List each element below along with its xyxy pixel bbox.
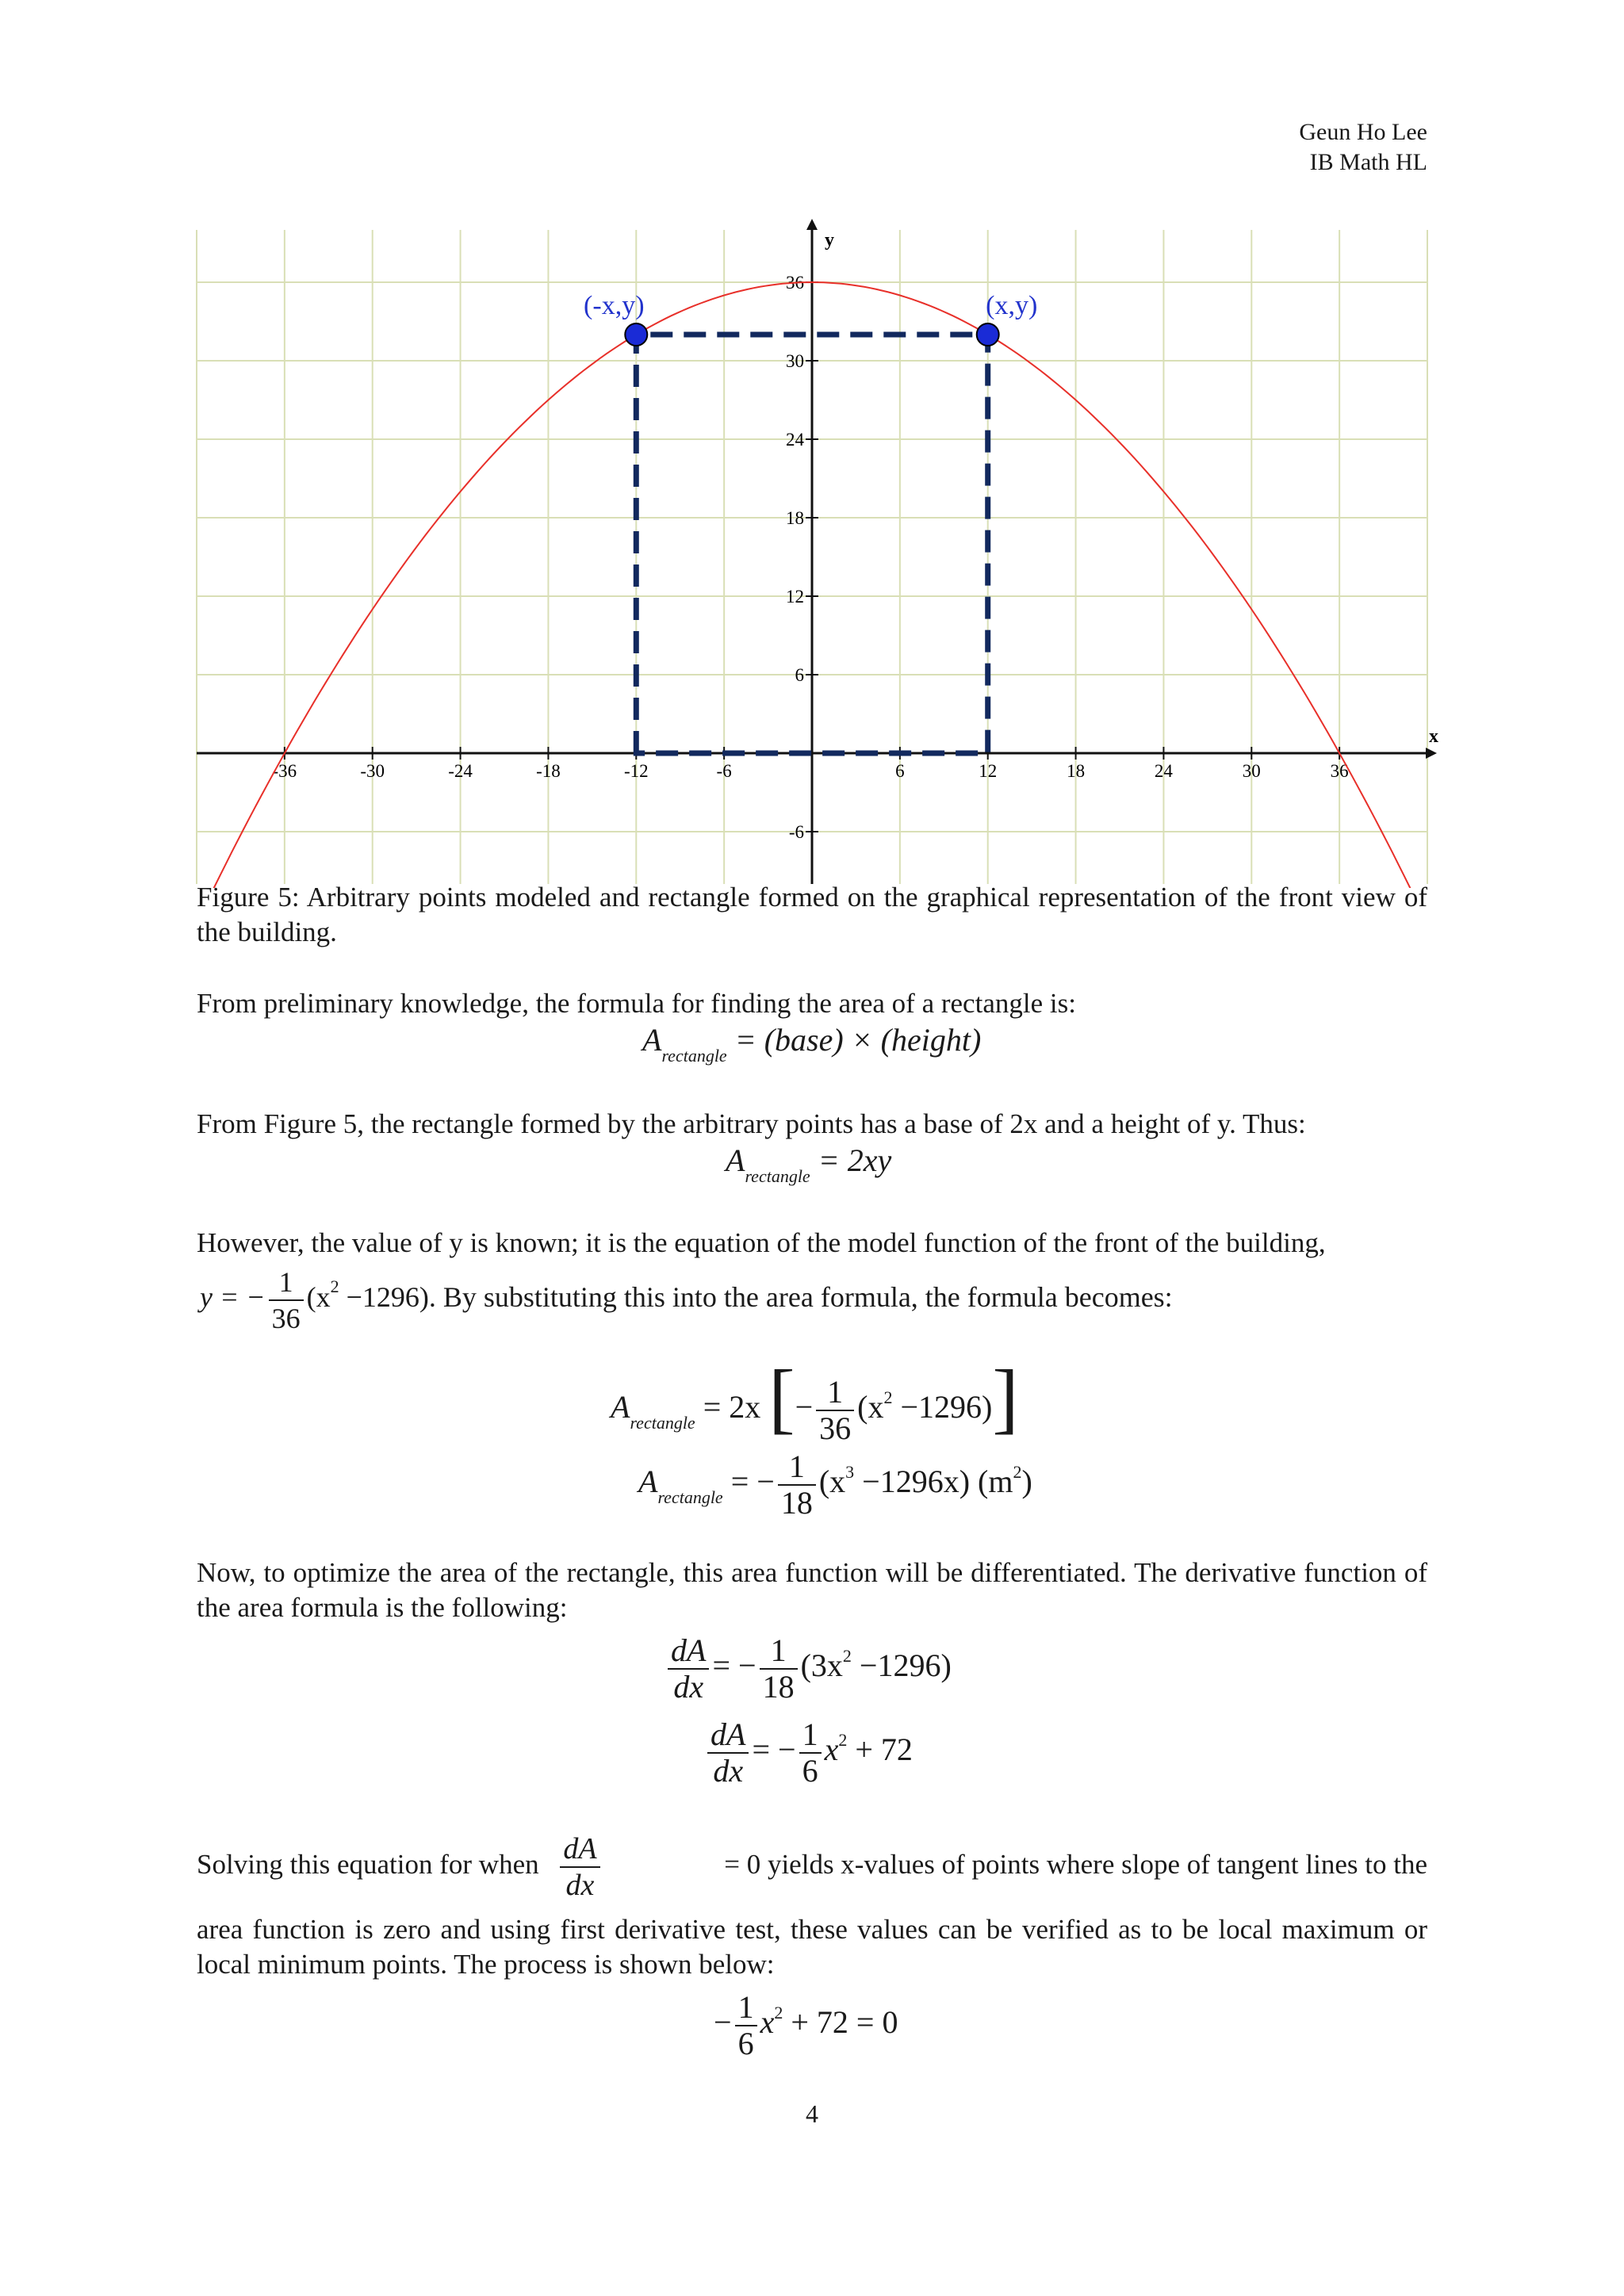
y-tick-label: 18 (786, 508, 804, 528)
numerator: dA (563, 1831, 597, 1866)
x-tick-label: -6 (716, 761, 732, 781)
header (1299, 117, 1427, 178)
exponent: 2 (330, 1276, 339, 1296)
paragraph-solving-continuation: area function is zero and using first derivative test, these values can be verified as to be local maximum or local minimum points. The process is shown below: (197, 1914, 1427, 1980)
denominator: 18 (760, 1668, 798, 1705)
eq-rhs: = 2xy (818, 1142, 892, 1178)
eq-minus: = − (730, 1464, 775, 1499)
numerator: 1 (737, 1988, 754, 2025)
fraction-1-36 (816, 1375, 854, 1446)
eq-minus: = − (712, 1647, 756, 1683)
x-tick-label: -36 (272, 761, 297, 781)
fraction-dA-dx (668, 1633, 709, 1705)
numerator: dA (710, 1716, 746, 1752)
x-tick-label: 36 (1330, 761, 1349, 781)
denominator: 36 (816, 1410, 854, 1446)
fraction-1-6 (799, 1717, 822, 1789)
exponent: 2 (838, 1730, 848, 1750)
minus-sign: − (714, 2004, 732, 2040)
figure-caption: Figure 5: Arbitrary points modeled and rectangle formed on the graphical representation of the front view of the building. (197, 882, 1427, 947)
y-equals: y = − (200, 1281, 266, 1313)
paren-3x: (3x (800, 1647, 843, 1683)
eq-subscript: rectangle (661, 1046, 727, 1066)
paragraph-differentiate: Now, to optimize the area of the rectangle, this area function will be differentiated. The derivative function of the area formula is the following: (197, 1557, 1427, 1623)
eq-symbol-A: A (638, 1464, 658, 1499)
left-bracket: [ (768, 1353, 795, 1441)
minus-sign: − (795, 1389, 814, 1425)
unit-exponent: 2 (1013, 1462, 1022, 1482)
denominator: 6 (799, 1752, 822, 1789)
solving-text-start: Solving this equation for when (197, 1849, 539, 1880)
exponent: 2 (842, 1646, 852, 1666)
minus-1296: −1296) (851, 1647, 952, 1683)
y-tick-label: 30 (786, 351, 804, 371)
numerator: 1 (788, 1448, 805, 1484)
point-right-label: (x,y) (986, 291, 1038, 320)
y-tick-label: 6 (795, 665, 804, 685)
x-tick-label: -24 (448, 761, 473, 781)
course-name: IB Math HL (1309, 149, 1427, 175)
numerator: dA (671, 1632, 707, 1668)
y-axis-label: y (825, 230, 834, 251)
denominator: 6 (735, 2025, 757, 2061)
page-number: 4 (806, 2099, 818, 2128)
x-tick-label: -18 (536, 761, 561, 781)
denominator: dx (668, 1668, 709, 1705)
numerator: 1 (802, 1716, 818, 1752)
paragraph-figure-rectangle: From Figure 5, the rectangle formed by the arbitrary points has a base of 2x and a height of y. Thus: (197, 1108, 1306, 1139)
equation-area-2xy (0, 1142, 1624, 1192)
numerator: 1 (827, 1373, 844, 1410)
figure-5-graph (0, 214, 1624, 888)
right-bracket: ] (992, 1353, 1019, 1441)
y-tick-label: 24 (786, 430, 804, 450)
equation-area-substituted (611, 1348, 1019, 1446)
equation-set-zero (714, 1979, 898, 2066)
plus-72-equals-zero: + 72 = 0 (783, 2004, 898, 2040)
plus-72: + 72 (847, 1732, 913, 1767)
x-axis-arrow (1426, 748, 1437, 759)
paren-x: (x (818, 1464, 846, 1499)
inline-y-equation (200, 1259, 1173, 1335)
x-tick-label: 18 (1067, 761, 1086, 781)
point-left-label: (-x,y) (584, 291, 645, 320)
denominator: dx (707, 1752, 749, 1789)
y-tick-label: 12 (786, 587, 804, 607)
fraction-dA-dx (560, 1831, 599, 1903)
paragraph-y-known: However, the value of y is known; it is the equation of the model function of the front of the building, (197, 1227, 1326, 1258)
x-tick-label: 6 (895, 761, 905, 781)
fraction-1-6 (735, 1990, 757, 2061)
fraction-dA-dx (707, 1717, 749, 1789)
author-name: Geun Ho Lee (1299, 119, 1427, 145)
unit-close: ) (1021, 1464, 1032, 1499)
point-left (625, 323, 647, 346)
x-tick-label: 24 (1154, 761, 1173, 781)
eq-subscript: rectangle (630, 1413, 695, 1433)
fraction-1-18 (760, 1633, 798, 1705)
minus-1296x-unit: −1296x) (m (854, 1464, 1013, 1499)
denominator: 18 (778, 1484, 816, 1521)
x-tick-label: 12 (979, 761, 998, 781)
var-x: x (824, 1732, 839, 1767)
point-right (977, 323, 999, 346)
minus-1296: −1296) (339, 1281, 429, 1313)
substitution-text: . By substituting this into the area formula, the formula becomes: (428, 1281, 1173, 1313)
fraction-1-18 (778, 1449, 816, 1521)
denominator: 36 (269, 1299, 304, 1336)
paragraph-area-formula-intro: From preliminary knowledge, the formula for finding the area of a rectangle is: (197, 988, 1076, 1019)
eq-symbol-A: A (726, 1142, 745, 1178)
eq-2x: = 2x (703, 1389, 761, 1425)
equation-area-cubic (638, 1438, 1032, 1525)
y-tick-label: 36 (786, 273, 804, 293)
y-tick-label: -6 (788, 822, 804, 842)
x-axis-label: x (1429, 726, 1438, 747)
var-x: x (760, 2004, 775, 2040)
eq-symbol-A: A (611, 1389, 630, 1425)
x-tick-label: -12 (623, 761, 649, 781)
exponent: 2 (883, 1387, 893, 1407)
eq-subscript: rectangle (745, 1166, 810, 1186)
denominator: dx (560, 1866, 599, 1903)
paren-x: (x (306, 1281, 331, 1313)
fraction-1-36 (269, 1265, 304, 1336)
exponent: 2 (774, 2003, 783, 2022)
x-tick-label: -30 (360, 761, 385, 781)
y-axis-arrow (806, 219, 818, 230)
eq-symbol-A: A (642, 1022, 662, 1058)
eq-minus: = − (752, 1732, 796, 1767)
eq-subscript: rectangle (657, 1487, 723, 1507)
paragraph-solving-line1 (197, 1825, 1427, 1904)
numerator: 1 (770, 1632, 787, 1668)
x-tick-label: 30 (1242, 761, 1261, 781)
minus-1296: −1296) (892, 1389, 993, 1425)
exponent: 3 (845, 1462, 855, 1482)
numerator: 1 (278, 1265, 293, 1298)
eq-rhs: = (base) × (height) (734, 1022, 982, 1058)
solving-text-end: = 0 yields x-values of points where slope of tangent lines to the (724, 1849, 1427, 1880)
equation-derivative-2 (704, 1706, 913, 1793)
equation-area-base-height (0, 1021, 1624, 1072)
equation-derivative-1 (665, 1622, 952, 1709)
paren-x: (x (857, 1389, 884, 1425)
